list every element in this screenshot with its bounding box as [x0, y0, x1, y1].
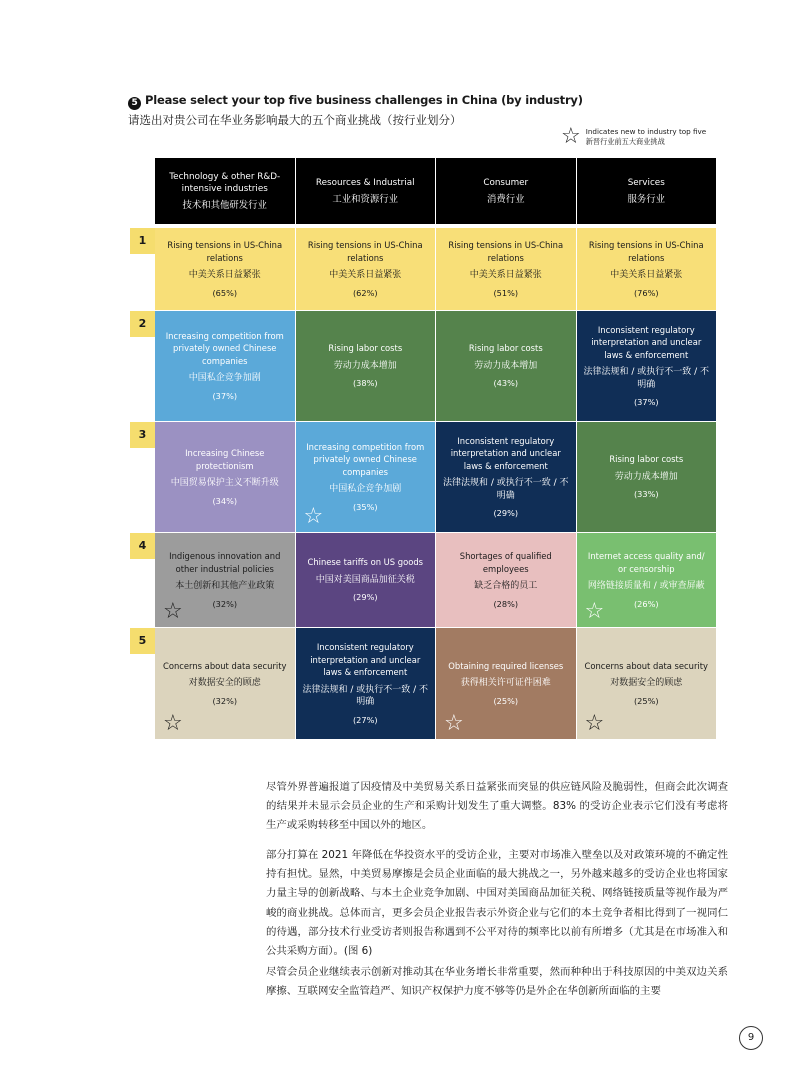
challenge-cell — [296, 628, 437, 739]
challenge-cell — [436, 628, 577, 739]
challenge-row — [155, 422, 716, 532]
challenge-zh: 本土创新和其他产业政策 — [175, 581, 275, 591]
challenge-en: Rising tensions in US-China relations — [307, 240, 423, 263]
challenge-percent: (34%) — [212, 495, 238, 506]
body-paragraph: 尽管会员企业继续表示创新对推动其在华业务增长非常重要，然而种种出于科技原因的中美双边关系摩擦、互联网安全监管趋严、知识产权保护力度不够等仍是外企在华创新所面临的主要 — [266, 966, 728, 998]
column-header-en: Resources & Industrial — [315, 177, 415, 188]
challenge-en: Rising labor costs — [468, 343, 543, 354]
challenge-zh: 中美关系日益紧张 — [188, 270, 261, 280]
rank-badge: 3 — [130, 422, 155, 448]
challenge-percent: (26%) — [633, 598, 659, 609]
body-paragraph: 部分打算在 2021 年降低在华投资水平的受访企业，主要对市场准入壁垒以及对政策环境的不确定性持有担忧。显然，中美贸易摩擦是会员企业面临的最大挑战之一，另外越来越多的受访企业也将国家力量主导的创新战略、与本土企业竞争加剧、中国对美国商品加征关税、网络链接质量等视作最为严峻的商业挑战。总体而言，更多会员企业报告表示外资企业与它们的本土竞争者相比得到了一视同仁的待遇，部分技术行业受访者则报告称遇到不公平对待的频率比以前有所增多（尤其是在市场准入和公共采购方面）。(图 6) — [266, 849, 728, 958]
challenge-zh: 对数据安全的顾虑 — [188, 678, 261, 689]
challenge-en: Concerns about data security — [163, 660, 287, 671]
challenge-zh: 网络链接质量和 / 或审查屏蔽 — [587, 581, 705, 591]
challenge-row — [155, 311, 716, 421]
industry-header-row — [155, 158, 716, 224]
challenge-en: Obtaining required licenses — [448, 660, 564, 671]
column-header-en: Technology & other R&D-intensive industries — [169, 171, 281, 194]
challenge-zh: 中国贸易保护主义不断升级 — [170, 478, 279, 488]
challenge-zh: 法律法规和 / 或执行不一致 / 不明确 — [302, 684, 429, 707]
challenge-percent: (35%) — [352, 501, 378, 512]
challenge-cell — [436, 533, 577, 627]
challenge-en: Inconsistent regulatory interpretation and unclear laws & enforcement — [310, 642, 421, 677]
column-header-zh: 服务行业 — [627, 193, 665, 205]
star-outline-icon: ☆ — [444, 711, 464, 736]
challenge-zh: 中国对美国商品加征关税 — [315, 574, 415, 585]
column-header-en: Services — [627, 177, 665, 188]
challenge-en: Inconsistent regulatory interpretation and unclear laws & enforcement — [591, 324, 702, 360]
challenge-en: Inconsistent regulatory interpretation and unclear laws & enforcement — [450, 435, 561, 471]
challenge-percent: (29%) — [493, 508, 519, 518]
challenge-percent: (43%) — [493, 378, 519, 389]
challenge-cell — [577, 628, 717, 739]
challenge-cell — [296, 228, 437, 310]
challenge-en: Rising tensions in US-China relations — [448, 240, 564, 263]
challenge-percent: (29%) — [352, 592, 378, 603]
challenge-percent: (32%) — [212, 695, 238, 706]
star-outline-icon: ☆ — [584, 711, 605, 736]
challenge-en: Indigenous innovation and other industrial policies — [169, 551, 281, 574]
column-header-consumer — [436, 158, 577, 224]
star-outline-icon: ☆ — [303, 504, 324, 529]
challenge-cell — [577, 228, 717, 310]
challenge-cell — [436, 422, 577, 532]
challenge-en: Internet access quality and/ or censorship — [587, 551, 705, 574]
challenge-zh: 中国私企竞争加剧 — [329, 484, 402, 495]
column-header-en: Consumer — [483, 177, 529, 188]
star-outline-icon: ☆ — [561, 124, 581, 149]
challenge-percent: (37%) — [212, 390, 238, 401]
challenge-percent: (65%) — [212, 287, 238, 298]
body-paragraph: 尽管外界普遍报道了因疫情及中美贸易关系日益紧张而突显的供应链风险及脆弱性，但商会此次调查的结果并未显示会员企业的生产和采购计划发生了重大调整。83% 的受访企业表示它们没有考虑将生产或采购转移至中国以外的地区。 — [266, 781, 728, 832]
challenge-zh: 中国私企竞争加剧 — [188, 373, 261, 384]
challenge-percent: (32%) — [212, 598, 238, 609]
challenge-cell — [436, 228, 577, 310]
challenge-zh: 中美关系日益紧张 — [469, 270, 542, 280]
chart-title-zh: 请选出对贵公司在华业务影响最大的五个商业挑战（按行业划分） — [128, 113, 462, 127]
challenge-zh: 劳动力成本增加 — [474, 360, 538, 371]
challenge-en: Increasing competition from privately owned Chinese companies — [165, 330, 284, 366]
challenge-cell — [155, 228, 296, 310]
column-header-technology — [155, 158, 296, 224]
star-outline-icon: ☆ — [584, 599, 605, 624]
challenge-cell — [296, 422, 437, 532]
challenge-zh: 劳动力成本增加 — [333, 360, 397, 371]
star-outline-icon: ☆ — [163, 599, 183, 624]
challenge-cell — [296, 311, 437, 421]
challenge-en: Shortages of qualified employees — [459, 551, 552, 574]
challenge-zh: 获得相关许可证件困难 — [460, 678, 551, 689]
challenge-zh: 中美关系日益紧张 — [610, 270, 683, 280]
challenge-row — [155, 628, 716, 739]
challenge-zh: 法律法规和 / 或执行不一致 / 不明确 — [583, 367, 710, 390]
challenge-zh: 缺乏合格的员工 — [474, 581, 538, 591]
challenge-percent: (25%) — [493, 695, 519, 706]
rank-badge: 1 — [130, 228, 155, 254]
column-header-zh: 技术和其他研发行业 — [182, 199, 267, 211]
legend-text-en: Indicates new to industry top five — [585, 127, 707, 136]
challenge-cell — [296, 533, 437, 627]
challenge-percent: (62%) — [352, 287, 378, 298]
legend-text-zh: 新晋行业前五大商业挑战 — [585, 137, 665, 146]
column-header-zh: 工业和资源行业 — [332, 193, 399, 205]
challenge-zh: 劳动力成本增加 — [614, 471, 678, 482]
challenge-en: Rising tensions in US-China relations — [588, 240, 704, 263]
rank-badge: 5 — [130, 628, 155, 654]
challenge-percent: (37%) — [633, 397, 659, 407]
challenge-zh: 法律法规和 / 或执行不一致 / 不明确 — [443, 478, 569, 501]
challenge-cell — [155, 533, 296, 627]
challenge-en: Rising labor costs — [609, 454, 684, 465]
challenge-en: Increasing competition from privately owned Chinese companies — [306, 441, 425, 477]
challenge-percent: (38%) — [352, 378, 378, 389]
challenge-cell — [577, 533, 717, 627]
challenge-percent: (27%) — [352, 714, 378, 725]
title-en-text: Please select your top five business challenges in China (by industry) — [145, 93, 583, 107]
challenge-percent: (51%) — [493, 287, 519, 298]
challenge-en: Chinese tariffs on US goods — [307, 557, 424, 568]
challenge-en: Rising tensions in US-China relations — [167, 240, 283, 263]
challenge-row — [155, 533, 716, 627]
page-number: 9 — [739, 1026, 763, 1050]
challenge-en: Concerns about data security — [584, 660, 708, 671]
challenge-cell — [155, 422, 296, 532]
legend — [561, 126, 706, 148]
rank-badge: 2 — [130, 311, 155, 337]
chart-title-en — [128, 93, 583, 110]
challenge-zh: 对数据安全的顾虑 — [610, 678, 683, 689]
challenge-percent: (28%) — [493, 598, 519, 609]
column-header-services — [577, 158, 717, 224]
challenge-percent: (33%) — [633, 489, 659, 500]
star-outline-icon: ☆ — [163, 711, 183, 736]
challenge-percent: (25%) — [633, 695, 659, 706]
challenge-cell — [577, 422, 717, 532]
question-number-badge: 5 — [128, 97, 141, 110]
challenge-cell — [436, 311, 577, 421]
challenge-cell — [577, 311, 717, 421]
challenge-cell — [155, 628, 296, 739]
challenge-en: Rising labor costs — [328, 343, 403, 354]
challenge-zh: 中美关系日益紧张 — [329, 270, 402, 280]
column-header-zh: 消费行业 — [486, 193, 525, 205]
rank-badge: 4 — [130, 533, 155, 559]
challenge-cell — [155, 311, 296, 421]
challenge-row — [155, 228, 716, 310]
column-header-resources — [296, 158, 437, 224]
challenge-percent: (76%) — [633, 287, 659, 298]
challenge-en: Increasing Chinese protectionism — [185, 448, 265, 471]
